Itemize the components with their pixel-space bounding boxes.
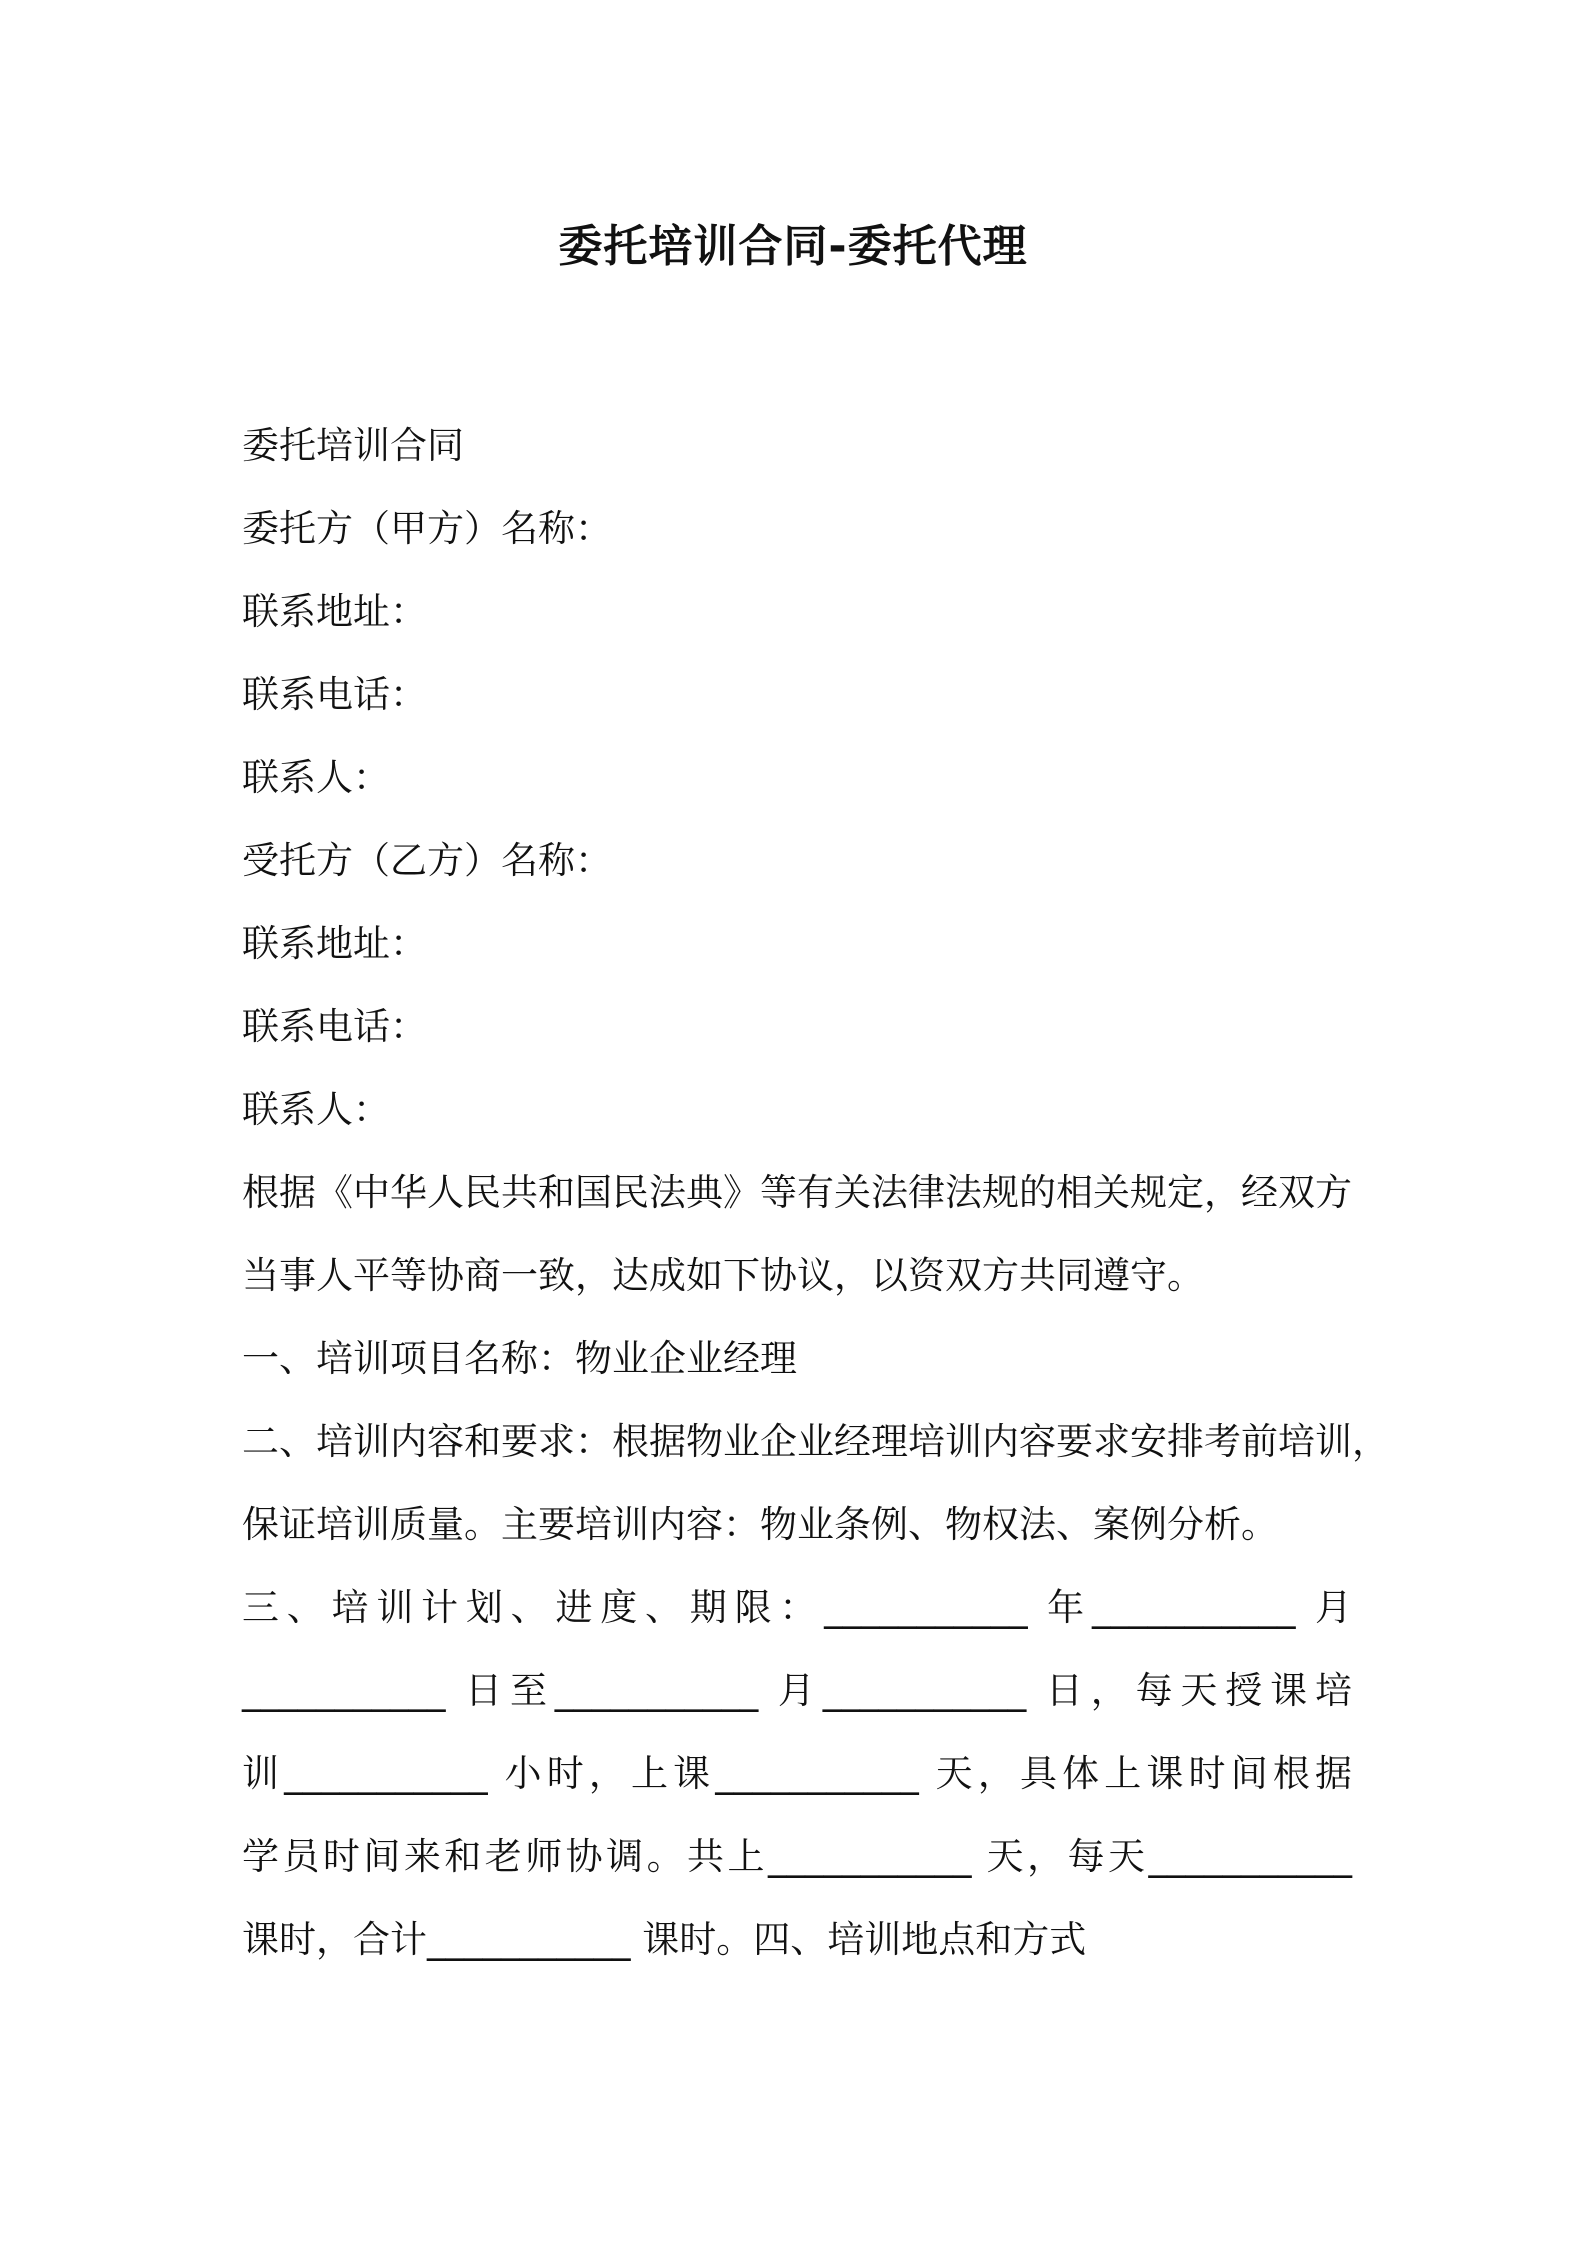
clause-3-line-3: 训___________ 小时，上课___________ 天，具体上课时间根据: [242, 1752, 1352, 1795]
clause-3-line-5: 课时，合计___________ 课时。四、培训地点和方式: [242, 1918, 1087, 1961]
party-b-contact: 联系人：: [242, 1088, 390, 1131]
preamble-line-1: 根据《中华人民共和国民法典》等有关法律法规的相关规定，经双方: [242, 1171, 1352, 1214]
clause-3-line-1: 三、培训计划、进度、期限：___________ 年___________ 月: [242, 1586, 1352, 1629]
document-body: [242, 404, 1389, 1981]
party-a-contact: 联系人：: [242, 756, 390, 799]
party-b-address: 联系地址：: [242, 922, 427, 965]
clause-3-line-4: 学员时间来和老师协调。共上___________ 天，每天___________: [242, 1835, 1352, 1878]
contract-heading: 委托培训合同: [242, 424, 464, 467]
party-a-phone: 联系电话：: [242, 673, 427, 716]
document-title: 委托培训合同-委托代理: [558, 221, 1028, 272]
clause-3-line-2: ___________ 日至___________ 月___________ 日，每天授课培: [242, 1669, 1352, 1712]
clause-2-line-2: 保证培训质量。主要培训内容：物业条例、物权法、案例分析。: [242, 1503, 1278, 1546]
party-b-phone: 联系电话：: [242, 1005, 427, 1048]
party-a-name: 委托方（甲方）名称：: [242, 507, 612, 550]
party-b-name: 受托方（乙方）名称：: [242, 839, 612, 882]
party-a-address: 联系地址：: [242, 590, 427, 633]
preamble-line-2: 当事人平等协商一致，达成如下协议，以资双方共同遵守。: [242, 1254, 1204, 1297]
clause-1-project-name: 一、培训项目名称：物业企业经理: [242, 1337, 797, 1380]
clause-2-line-1: 二、培训内容和要求：根据物业企业经理培训内容要求安排考前培训，: [242, 1420, 1389, 1463]
